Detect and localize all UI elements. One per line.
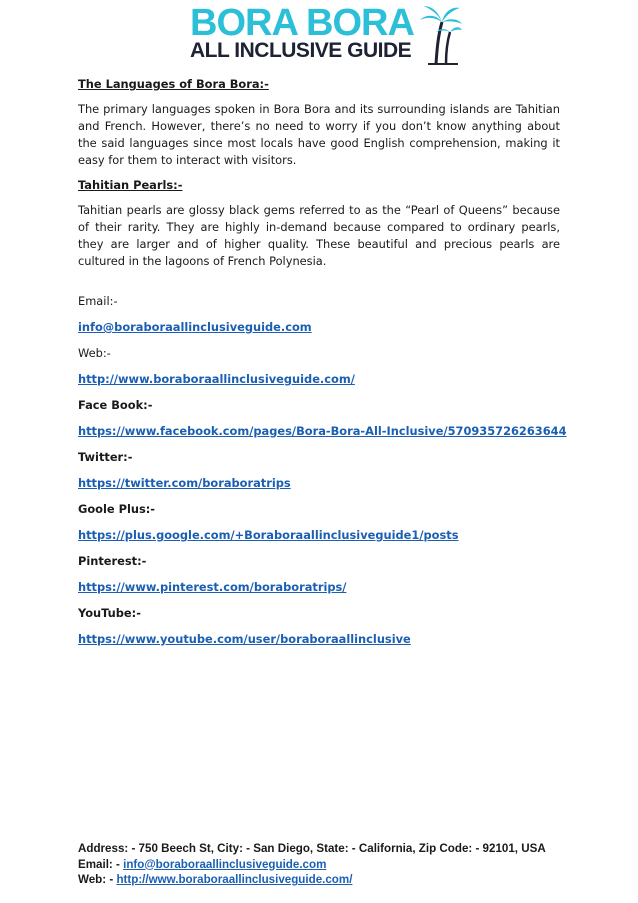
- youtube-link[interactable]: https://www.youtube.com/user/boraboraallinclusive: [78, 632, 411, 646]
- facebook-label: Face Book:-: [78, 398, 153, 412]
- footer-web-line: [78, 872, 598, 888]
- pinterest-link[interactable]: https://www.pinterest.com/boraboratrips/: [78, 580, 347, 594]
- brand-logo: [188, 4, 468, 66]
- article-body: [78, 76, 560, 270]
- footer-email-link[interactable]: info@boraboraallinclusiveguide.com: [123, 857, 327, 871]
- pearls-paragraph: Tahitian pearls are glossy black gems referred to as the “Pearl of Queens” because of their rarity. They are highly in-demand because compared to ordinary pearls, they are larger and of higher quality. These beautiful and precious pearls are cultured in the lagoons of French Polynesia.: [78, 203, 560, 268]
- footer-web-link[interactable]: http://www.boraboraallinclusiveguide.com/: [116, 873, 353, 886]
- facebook-link[interactable]: https://www.facebook.com/pages/Bora-Bora-All-Inclusive/570935726263644: [78, 424, 567, 438]
- email-label: Email:-: [78, 294, 118, 308]
- languages-paragraph: The primary languages spoken in Bora Bora and its surrounding islands are Tahitian and French. However, there’s no need to worry if you don’t know anything about the said languages since most locals have good English comprehension, making it easy for them to interact with visitors.: [78, 102, 560, 167]
- languages-heading: The Languages of Bora Bora:-: [78, 77, 269, 91]
- email-link[interactable]: info@boraboraallinclusiveguide.com: [78, 320, 312, 334]
- footer-email-line: [78, 857, 598, 873]
- pearls-heading: Tahitian Pearls:-: [78, 178, 183, 192]
- google-plus-link[interactable]: https://plus.google.com/+Boraboraallinclusiveguide1/posts: [78, 528, 459, 542]
- logo-title: BORA BORA: [190, 2, 414, 44]
- page-footer: [78, 841, 598, 888]
- logo-subtitle: ALL INCLUSIVE GUIDE: [190, 39, 412, 62]
- youtube-label: YouTube:-: [78, 606, 141, 620]
- twitter-label: Twitter:-: [78, 450, 133, 464]
- palm-trees-icon: [418, 4, 462, 66]
- footer-email-label: Email: -: [78, 857, 124, 871]
- google-plus-label: Goole Plus:-: [78, 502, 156, 516]
- pinterest-label: Pinterest:-: [78, 554, 147, 568]
- web-label: Web:-: [78, 346, 111, 360]
- footer-address: Address: - 750 Beech St, City: - San Diego, State: - California, Zip Code: - 92101, USA: [78, 842, 546, 855]
- web-link[interactable]: http://www.boraboraallinclusiveguide.com/: [78, 372, 355, 386]
- twitter-link[interactable]: https://twitter.com/boraboratrips: [78, 476, 291, 490]
- footer-web-label: Web: -: [78, 873, 117, 886]
- contact-list: [78, 293, 578, 657]
